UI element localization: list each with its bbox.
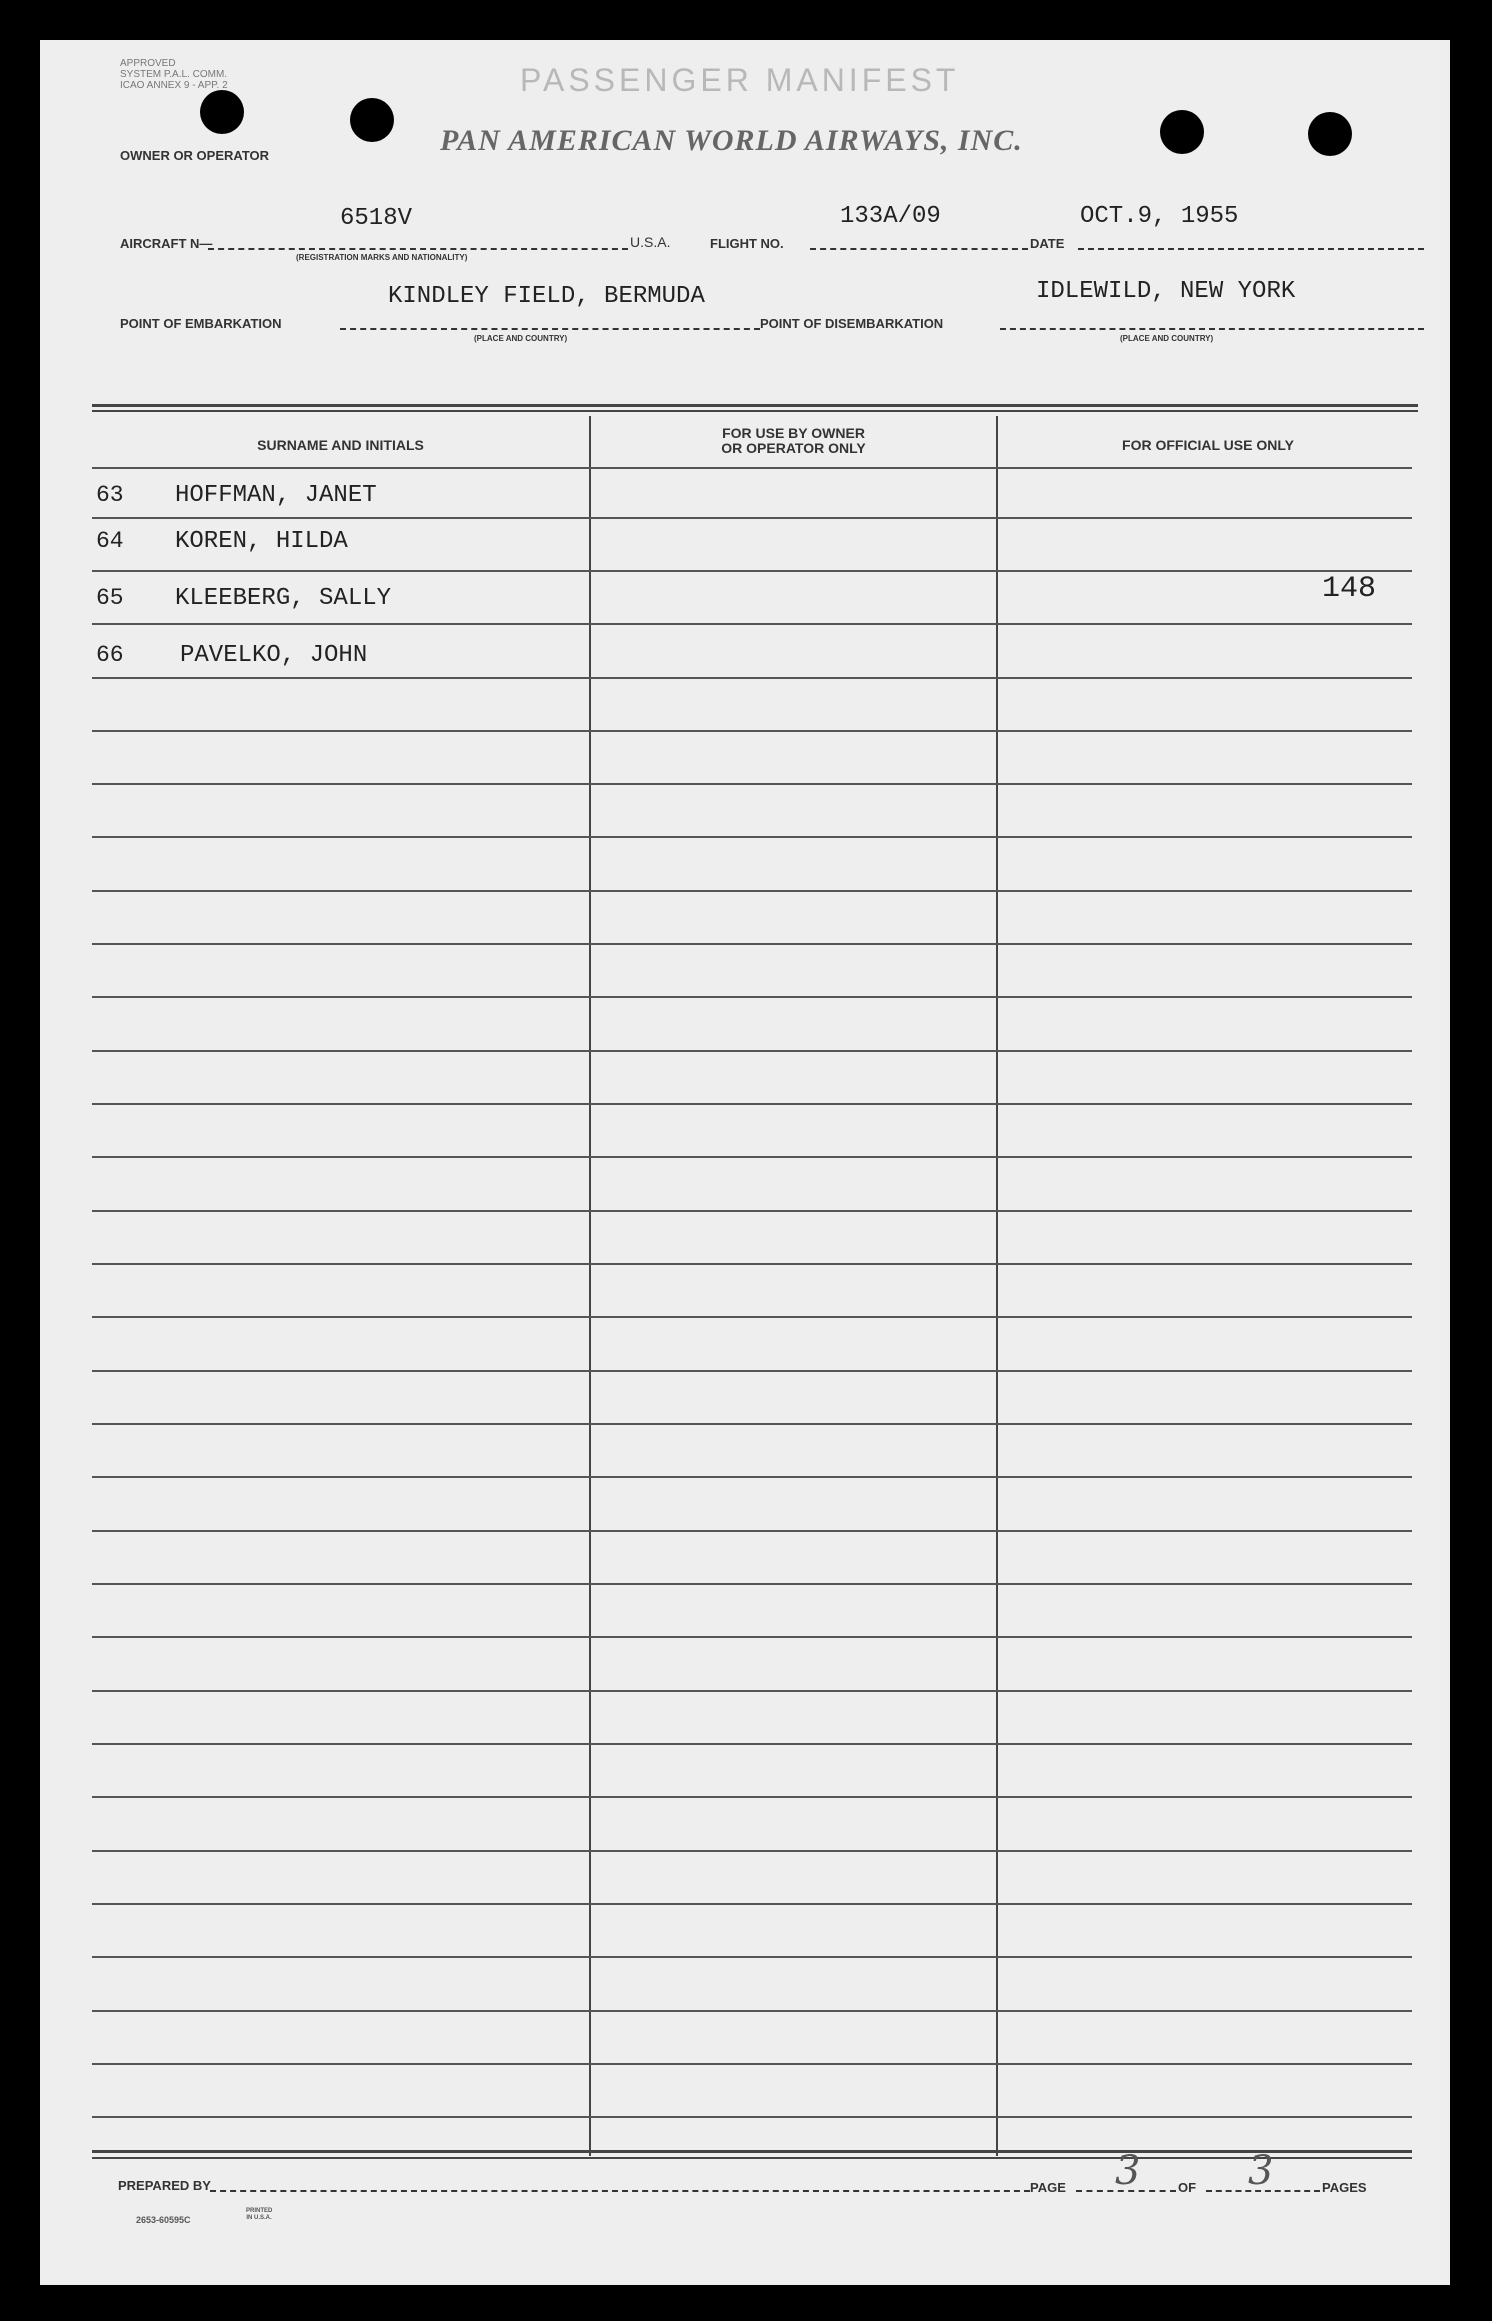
flight-label: FLIGHT NO.	[710, 236, 784, 251]
embark-line	[340, 328, 760, 330]
approval-line: SYSTEM P.A.L. COMM.	[120, 69, 228, 80]
row-line	[92, 1583, 1412, 1585]
row-line	[92, 996, 1412, 998]
disembark-sub: (PLACE AND COUNTRY)	[1120, 334, 1214, 343]
row-line	[92, 467, 1412, 469]
row-line	[92, 1210, 1412, 1212]
passenger-number: 64	[96, 528, 124, 554]
row-line	[92, 1050, 1412, 1052]
of-label: OF	[1178, 2180, 1197, 2195]
row-line	[92, 1903, 1412, 1905]
row-line	[92, 570, 1412, 572]
row-line	[92, 1370, 1412, 1372]
row-line	[92, 783, 1412, 785]
table-row	[96, 482, 124, 508]
row-line	[92, 1636, 1412, 1638]
owner-label: OWNER OR OPERATOR	[120, 148, 270, 163]
embark-sub: (PLACE AND COUNTRY)	[474, 334, 568, 343]
date-label: DATE	[1030, 236, 1065, 251]
aircraft-line	[208, 248, 628, 250]
header-official-use: FOR OFFICIAL USE ONLY	[1122, 437, 1294, 453]
manifest-sheet	[40, 40, 1450, 2285]
row-line	[92, 1743, 1412, 1745]
row-line	[92, 1956, 1412, 1958]
row-line	[92, 677, 1412, 679]
row-line	[92, 943, 1412, 945]
aircraft-value: 6518V	[340, 205, 413, 232]
table-row	[96, 585, 124, 611]
table-bottom-rule	[92, 2157, 1412, 2159]
row-line	[92, 1850, 1412, 1852]
approval-line: ICAO ANNEX 9 - APP. 2	[120, 80, 228, 91]
usa-label: U.S.A.	[630, 234, 671, 250]
passenger-name: KOREN, HILDA	[175, 528, 348, 555]
printed-mark: PRINTED IN U.S.A.	[246, 2208, 273, 2221]
page-label: PAGE	[1030, 2180, 1066, 2195]
table-row	[96, 642, 124, 668]
table-bottom-rule	[92, 2150, 1412, 2153]
row-line	[92, 836, 1412, 838]
row-line	[92, 730, 1412, 732]
punch-hole	[200, 90, 244, 134]
row-line	[92, 890, 1412, 892]
punch-hole	[350, 98, 394, 142]
official-value: 148	[1322, 572, 1377, 606]
flight-line	[810, 248, 1028, 250]
approval-note	[120, 58, 228, 91]
row-line	[92, 2010, 1412, 2012]
pages-label: PAGES	[1322, 2180, 1367, 2195]
disembark-label: POINT OF DISEMBARKATION	[760, 316, 944, 331]
pages-value: 3	[1248, 2148, 1274, 2194]
form-code: 2653-60595C	[136, 2215, 191, 2225]
punch-hole	[1160, 110, 1204, 154]
prepared-line	[210, 2190, 1030, 2192]
row-line	[92, 1263, 1412, 1265]
disembark-line	[1000, 328, 1424, 330]
approval-line: APPROVED	[120, 58, 176, 69]
prepared-label: PREPARED BY	[118, 2178, 211, 2193]
row-line	[92, 2116, 1412, 2118]
flight-value: 133A/09	[840, 203, 941, 230]
owner-value: PAN AMERICAN WORLD AIRWAYS, INC.	[440, 124, 1023, 157]
header-owner-use-line: OR OPERATOR ONLY	[721, 440, 866, 456]
row-line	[92, 623, 1412, 625]
table-top-rule	[92, 404, 1418, 407]
passenger-number: 66	[96, 642, 124, 668]
date-value: OCT.9, 1955	[1080, 203, 1239, 230]
header-owner-use	[591, 426, 996, 456]
passenger-number: 63	[96, 482, 124, 508]
passenger-number: 65	[96, 585, 124, 611]
row-line	[92, 1156, 1412, 1158]
row-line	[92, 1103, 1412, 1105]
header-owner-use-line: FOR USE BY OWNER	[722, 425, 865, 441]
row-line	[92, 517, 1412, 519]
row-line	[92, 2063, 1412, 2065]
row-line	[92, 1530, 1412, 1532]
embark-label: POINT OF EMBARKATION	[120, 316, 282, 331]
embark-value: KINDLEY FIELD, BERMUDA	[388, 283, 705, 310]
passenger-name: HOFFMAN, JANET	[175, 482, 377, 509]
passenger-name: KLEEBERG, SALLY	[175, 585, 392, 612]
row-line	[92, 1316, 1412, 1318]
row-line	[92, 1690, 1412, 1692]
disembark-value: IDLEWILD, NEW YORK	[1036, 278, 1296, 305]
date-line	[1078, 248, 1424, 250]
header-surname: SURNAME AND INITIALS	[257, 437, 424, 453]
aircraft-sub: (REGISTRATION MARKS AND NATIONALITY)	[296, 253, 468, 262]
table-top-rule	[92, 410, 1418, 412]
passenger-name: PAVELKO, JOHN	[180, 642, 368, 669]
table-row	[96, 528, 124, 554]
row-line	[92, 1796, 1412, 1798]
page-value: 3	[1115, 2148, 1141, 2194]
punch-hole	[1308, 112, 1352, 156]
aircraft-label: AIRCRAFT N—	[120, 236, 213, 251]
row-line	[92, 1423, 1412, 1425]
form-title: PASSENGER MANIFEST	[520, 62, 960, 98]
row-line	[92, 1476, 1412, 1478]
